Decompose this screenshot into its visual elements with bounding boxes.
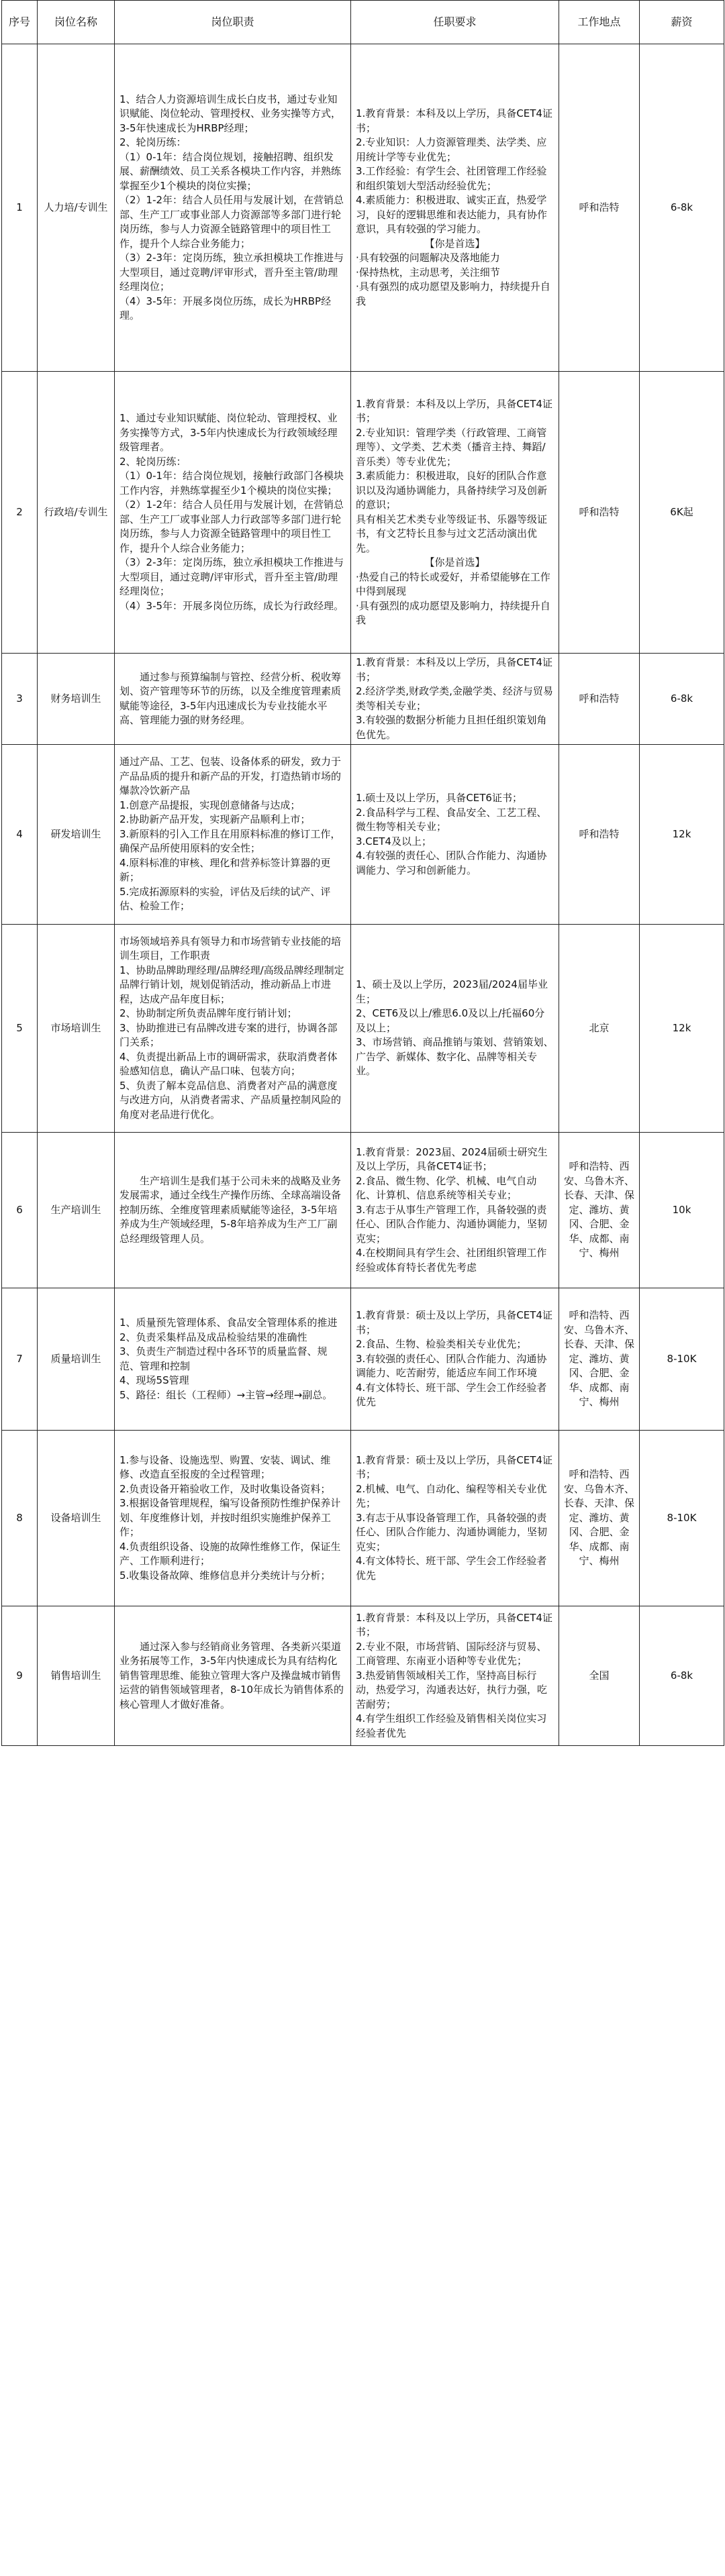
duty-line: 1、质量预先管理体系、食品安全管理体系的推进 <box>119 1317 338 1329</box>
salary: 10k <box>640 1133 724 1288</box>
duty-line: 5、负责了解本竞品信息、消费者对产品的满意度与改进方向，从消费者需求、产品质量控制风险的角度对老品进行优化。 <box>119 1079 342 1121</box>
req-line: 3.热爱销售领域相关工作，坚持高目标行动，热爱学习，沟通表达好，执行力强，吃苦耐劳； <box>356 1669 548 1710</box>
req-line: 1.教育背景：2023届、2024届硕士研究生及以上学历，具备CET4证书； <box>356 1145 548 1173</box>
req-line: 1.教育背景：本科及以上学历，具备CET4证书； <box>356 107 552 134</box>
requirement-cell <box>351 1133 559 1288</box>
table-row <box>2 654 724 745</box>
duty-line: 4、负责提出新品上市的调研需求，获取消费者体验感知信息，确认产品口味、包装方向； <box>119 1050 338 1078</box>
duty-line: （1）0-1年：结合岗位规划，接触行政部门各模块工作内容，并熟练掌握至少1个模块的岗位实操； <box>119 470 344 497</box>
duty-line: （2）1-2年：结合人员任用与发展计划，在营销总部、生产工厂或事业部人力资源部等多部门进行轮岗历练，参与人力资源全链路管理中的项目性工作，提升个人综合业务能力； <box>119 194 344 250</box>
work-location: 呼和浩特 <box>559 654 640 745</box>
req-line: 1.教育背景：本科及以上学历，具备CET4证书； <box>356 656 552 683</box>
work-location: 呼和浩特 <box>559 372 640 654</box>
req-line: 4.有文体特长、班干部、学生会工作经验者优先 <box>356 1381 547 1408</box>
table-row <box>2 745 724 925</box>
salary: 6-8k <box>640 44 724 372</box>
duty-cell <box>115 925 351 1133</box>
table-row <box>2 925 724 1133</box>
req-line: 4.有文体特长、班干部、学生会工作经验者优先 <box>356 1555 547 1582</box>
duty-line: 5.完成拓源原料的实验，评估及后续的试产、评估、检验工作； <box>119 885 331 913</box>
duty-cell <box>115 654 351 745</box>
row-index: 9 <box>2 1606 38 1746</box>
work-location: 呼和浩特 <box>559 44 640 372</box>
duty-line: （2）1-2年：结合人员任用与发展计划，在营销总部、生产工厂或事业部人力行政部等多部门进行轮岗历练，参与人力资源全链路管理中的项目性工作，提升个人综合业务能力； <box>119 499 344 554</box>
req-line: 2、CET6及以上/雅思6.0及以上/托福60分及以上； <box>356 1007 545 1034</box>
req-line: 2.机械、电气、自动化、编程等相关专业优先； <box>356 1482 547 1510</box>
header-index: 序号 <box>2 1 38 44</box>
requirement-cell <box>351 1288 559 1431</box>
row-index: 4 <box>2 745 38 925</box>
table-row <box>2 44 724 372</box>
duty-cell <box>115 44 351 372</box>
req-line: 【你是首选】 <box>424 556 485 568</box>
duty-line: 2.协助新产品开发，实现新产品顺利上市； <box>119 813 311 826</box>
requirement-cell <box>351 372 559 654</box>
req-line: 3.CET4及以上； <box>356 835 432 847</box>
duty-line: 5、路径：组长（工程师）→主管→经理→副总。 <box>119 1388 333 1401</box>
table-row <box>2 372 724 654</box>
salary: 12k <box>640 745 724 925</box>
duty-cell <box>115 745 351 925</box>
req-line: 3.素质能力：积极进取，良好的团队合作意识以及沟通协调能力，具备持续学习及创新的意识； <box>356 470 548 511</box>
position-name: 设备培训生 <box>38 1431 115 1606</box>
duty-line: 3、协助推进已有品牌改进专案的进行，协调各部门关系； <box>119 1021 338 1049</box>
job-table-container <box>1 0 724 1746</box>
duty-line: 1.创意产品提报，实现创意储备与达成； <box>119 798 301 811</box>
req-line: ·具有强烈的成功愿望及影响力，持续提升自我 <box>356 599 550 626</box>
work-location: 全国 <box>559 1606 640 1746</box>
req-line: 2.食品、生物、检验类相关专业优先； <box>356 1338 527 1351</box>
req-line: 3.有较强的责任心、团队合作能力、沟通协调能力、吃苦耐劳，能适应车间工作环境 <box>356 1352 547 1380</box>
req-line: 4.素质能力：积极进取、诚实正直，热爱学习，良好的逻辑思维和表达能力，具有协作意识，具有较强的学习能力。 <box>356 194 548 235</box>
position-name: 行政培/专训生 <box>38 372 115 654</box>
salary: 8-10K <box>640 1431 724 1606</box>
req-line: 1、硕士及以上学历，2023届/2024届毕业生； <box>356 978 548 1005</box>
salary: 6K起 <box>640 372 724 654</box>
duty-cell <box>115 1288 351 1431</box>
work-location: 呼和浩特、西安、乌鲁木齐、长春、天津、保定、潍坊、黄冈、合肥、金华、成都、南宁、梅州 <box>559 1288 640 1431</box>
requirement-cell <box>351 925 559 1133</box>
position-name: 人力培/专训生 <box>38 44 115 372</box>
header-location: 工作地点 <box>559 1 640 44</box>
position-name: 销售培训生 <box>38 1606 115 1746</box>
requirement-cell <box>351 1431 559 1606</box>
duty-line: 2.负责设备开箱验收工作，及时收集设备资料； <box>119 1482 331 1495</box>
duty-line: （3）2-3年：定岗历练，独立承担模块工作推进与大型项目，通过竞聘/评审形式，晋升至主管/助理经理岗位； <box>119 556 344 597</box>
row-index: 7 <box>2 1288 38 1431</box>
position-name: 市场培训生 <box>38 925 115 1133</box>
duty-line: 1、通过专业知识赋能、岗位轮动、管理授权、业务实操等方式，3-5年内快速成长为行政领域经理级管理者。 <box>119 412 338 453</box>
position-name: 财务培训生 <box>38 654 115 745</box>
req-line: 【你是首选】 <box>424 237 485 250</box>
row-index: 2 <box>2 372 38 654</box>
duty-line: 生产培训生是我们基于公司未来的战略及业务发展需求，通过全线生产操作历练、全球高端设备控制历练、全维度管理素质赋能等途径，3-5年培养成为生产领域经理，5-8年培养成为生产工厂副总经理级管理人员。 <box>119 1174 342 1245</box>
req-line: 2.专业知识：管理学类（行政管理、工商管理等）、文学类、艺术类（播音主持、舞蹈/音乐类）等专业优先； <box>356 426 547 468</box>
req-line: ·具有较强的问题解决及落地能力 <box>356 252 500 264</box>
duty-line: 通过深入参与经销商业务管理、各类新兴渠道业务拓展等工作，3-5年内快速成长为具有结构化销售管理思维、能独立管理大客户及操盘城市销售运营的销售领域管理者，8-10年成长为销售体系的核心管理人才做好准备。 <box>119 1640 344 1710</box>
salary: 6-8k <box>640 654 724 745</box>
requirement-cell <box>351 654 559 745</box>
req-line: 2.食品、微生物、化学、机械、电气自动化、计算机、信息系统等相关专业； <box>356 1174 537 1202</box>
req-line: 2.经济学类,财政学类,金融学类、经济与贸易类等相关专业； <box>356 685 553 712</box>
duty-line: 2、轮岗历练： <box>119 136 187 148</box>
req-line: 3.工作经验：有学生会、社团管理工作经验和组织策划大型活动经验优先； <box>356 165 547 192</box>
position-name: 生产培训生 <box>38 1133 115 1288</box>
req-line: 4.在校期间具有学生会、社团组织管理工作经验或体育特长者优先考虑 <box>356 1247 547 1274</box>
duty-cell <box>115 1431 351 1606</box>
duty-line: 1.参与设备、设施选型、购置、安装、调试、维修、改造直至报废的全过程管理； <box>119 1453 331 1481</box>
duty-cell <box>115 372 351 654</box>
duty-line: 3.根据设备管理规程，编写设备预防性维护保养计划、年度维修计划，并按时组织实施维护保养工作； <box>119 1497 341 1539</box>
duty-line: （1）0-1年：结合岗位规划，接触招聘、组织发展、薪酬绩效、员工关系各模块工作内容，并熟练掌握至少1个模块的岗位实操； <box>119 150 342 192</box>
duty-line: （4）3-5年：开展多岗位历练，成长为HRBP经理。 <box>119 295 332 321</box>
duty-line: 通过参与预算编制与管控、经营分析、税收筹划、资产管理等环节的历练，以及全维度管理素质赋能等途径，3-5年内迅速成长为专业技能水平高、管理能力强的财务经理。 <box>119 670 342 726</box>
duty-line: 1、结合人力资源培训生成长白皮书，通过专业知识赋能、岗位轮动、管理授权、业务实操等方式，3-5年快速成长为HRBP经理； <box>119 93 342 134</box>
header-position: 岗位名称 <box>38 1 115 44</box>
duty-line: 3.新原料的引入工作且在用原料标准的修订工作，确保产品所使用原料的安全性； <box>119 827 341 855</box>
duty-line: 2、负责采集样品及成品检验结果的准确性 <box>119 1331 307 1343</box>
req-line: 1.教育背景：硕士及以上学历，具备CET4证书； <box>356 1453 552 1481</box>
req-line: 1.教育背景：硕士及以上学历，具备CET4证书； <box>356 1309 552 1336</box>
salary: 8-10K <box>640 1288 724 1431</box>
job-table <box>1 0 724 1746</box>
duty-line: 1、协助品牌助理经理/品牌经理/高级品牌经理制定品牌行销计划，规划促销活动，推动新品上市进程，达成产品年度目标； <box>119 964 344 1005</box>
row-index: 5 <box>2 925 38 1133</box>
req-line: 2.专业不限，市场营销、国际经济与贸易、工商管理、东南亚小语种等专业优先； <box>356 1640 547 1667</box>
req-line: 3.有志于从事生产管理工作，具备较强的责任心、团队合作能力、沟通协调能力，坚韧克实； <box>356 1203 548 1245</box>
duty-line: 4.原料标准的审核、理化和营养标签计算器的更新； <box>119 856 331 884</box>
salary: 6-8k <box>640 1606 724 1746</box>
table-row <box>2 1431 724 1606</box>
duty-line: 4、现场5S管理 <box>119 1374 189 1386</box>
table-header-row <box>2 1 724 44</box>
header-duty: 岗位职责 <box>115 1 351 44</box>
duty-line: 4.负责组织设备、设施的故障性维修工作，保证生产、工作顺利进行； <box>119 1540 341 1567</box>
row-index: 1 <box>2 44 38 372</box>
req-line: 3.有志于从事设备管理工作，具备较强的责任心、团队合作能力、沟通协调能力，坚韧克实； <box>356 1511 548 1553</box>
position-name: 研发培训生 <box>38 745 115 925</box>
req-line: 3、市场营销、商品推销与策划、营销策划、广告学、新媒体、数字化、品牌等相关专业。 <box>356 1036 554 1078</box>
req-line: 2.食品科学与工程、食品安全、工艺工程、微生物等相关专业； <box>356 806 547 833</box>
duty-line: 市场领域培养具有领导力和市场营销专业技能的培训生项目，工作职责 <box>119 935 342 962</box>
work-location: 呼和浩特、西安、乌鲁木齐、长春、天津、保定、潍坊、黄冈、合肥、金华、成都、南宁、梅州 <box>559 1431 640 1606</box>
work-location: 呼和浩特、西安、乌鲁木齐、长春、天津、保定、潍坊、黄冈、合肥、金华、成都、南宁、梅州 <box>559 1133 640 1288</box>
header-salary: 薪资 <box>640 1 724 44</box>
row-index: 3 <box>2 654 38 745</box>
req-line: 4.有较强的责任心、团队合作能力、沟通协调能力、学习和创新能力。 <box>356 849 547 876</box>
header-requirement: 任职要求 <box>351 1 559 44</box>
duty-line: 3、负责生产制造过程中各环节的质量监督、规范、管理和控制 <box>119 1345 328 1372</box>
req-line: ·保持热枕，主动思考，关注细节 <box>356 266 500 278</box>
row-index: 6 <box>2 1133 38 1288</box>
requirement-cell <box>351 1606 559 1746</box>
table-row <box>2 1288 724 1431</box>
req-line: 1.硕士及以上学历，具备CET6证书； <box>356 792 522 804</box>
req-line: 1.教育背景：本科及以上学历，具备CET4证书； <box>356 397 552 424</box>
req-line: ·具有强烈的成功愿望及影响力，持续提升自我 <box>356 280 550 307</box>
table-row <box>2 1133 724 1288</box>
duty-line: （3）2-3年：定岗历练，独立承担模块工作推进与大型项目，通过竞聘/评审形式，晋升至主管/助理经理岗位； <box>119 252 344 293</box>
duty-line: 2、协助制定所负责品牌年度行销计划； <box>119 1007 297 1020</box>
req-line: 3.有较强的数据分析能力且担任组织策划角色优先。 <box>356 714 547 741</box>
req-line: 具有相关艺术类专业等级证书、乐器等级证书，有文艺特长且参与过文艺活动演出优先。 <box>356 513 548 554</box>
salary: 12k <box>640 925 724 1133</box>
req-line: 4.有学生组织工作经验及销售相关岗位实习经验者优先 <box>356 1712 547 1739</box>
duty-line: 2、轮岗历练： <box>119 455 187 468</box>
position-name: 质量培训生 <box>38 1288 115 1431</box>
duty-line: 5.收集设备故障、维修信息并分类统计与分析； <box>119 1569 331 1582</box>
req-line: ·热爱自己的特长或爱好，并希望能够在工作中得到展现 <box>356 570 550 597</box>
duty-cell <box>115 1133 351 1288</box>
requirement-cell <box>351 745 559 925</box>
duty-line: 通过产品、工艺、包装、设备体系的研发，致力于产品品质的提升和新产品的开发，打造热销市场的爆款冷饮新产品 <box>119 756 342 797</box>
req-line: 2.专业知识：人力资源管理类、法学类、应用统计学等专业优先； <box>356 136 547 163</box>
duty-cell <box>115 1606 351 1746</box>
requirement-cell <box>351 44 559 372</box>
req-line: 1.教育背景：本科及以上学历，具备CET4证书； <box>356 1611 552 1639</box>
duty-line: （4）3-5年：开展多岗位历练，成长为行政经理。 <box>119 599 344 612</box>
work-location: 北京 <box>559 925 640 1133</box>
row-index: 8 <box>2 1431 38 1606</box>
table-row <box>2 1606 724 1746</box>
work-location: 呼和浩特 <box>559 745 640 925</box>
